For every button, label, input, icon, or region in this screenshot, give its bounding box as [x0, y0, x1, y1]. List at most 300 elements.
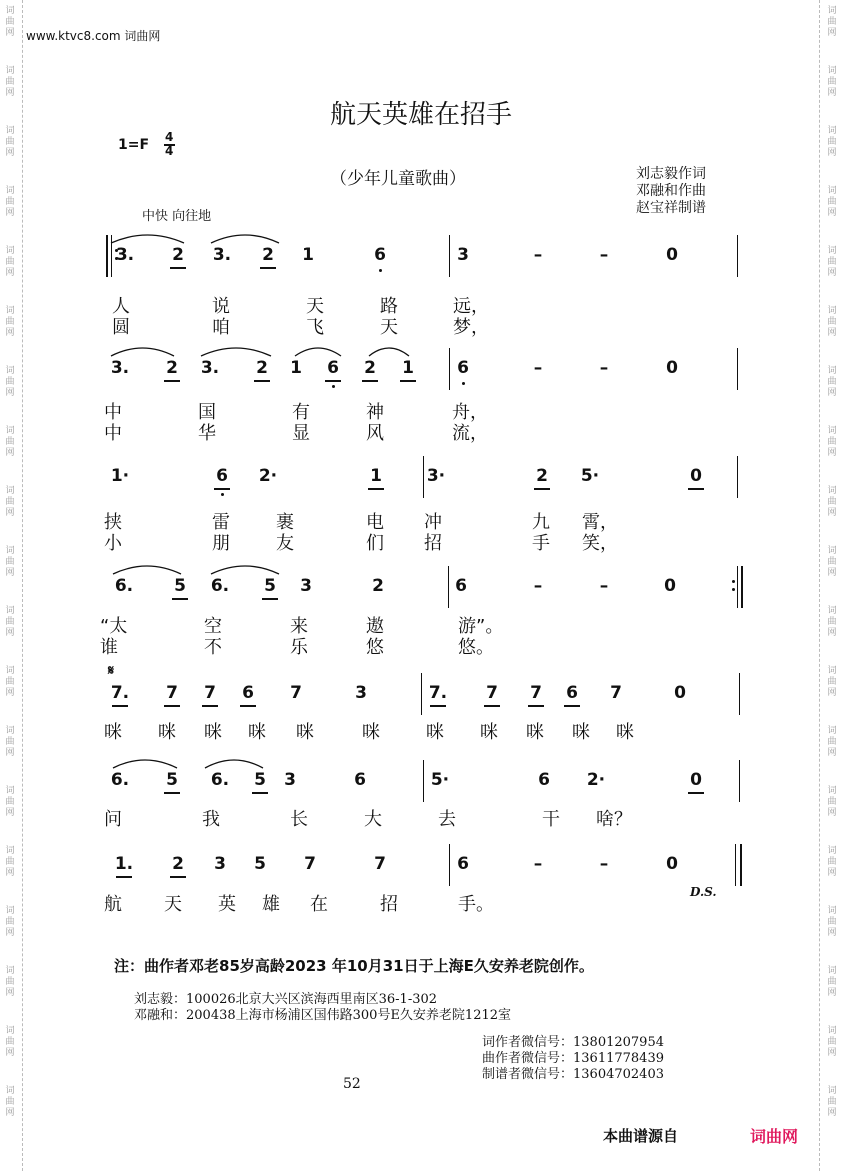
- composer-wechat: 曲作者微信号：13611778439: [482, 1051, 664, 1066]
- composer-credit: 邓融和作曲: [636, 183, 706, 199]
- low-octave-dot: [379, 269, 382, 272]
- note: 1.: [114, 854, 134, 874]
- lyric-syllable: 不: [204, 637, 222, 658]
- time-signature-top: 4: [165, 130, 174, 144]
- lyric-syllable: 九: [532, 512, 550, 533]
- lyric-syllable: 有: [292, 402, 310, 423]
- watermark-char: 词: [5, 726, 15, 736]
- lyric-syllable: 咪: [158, 722, 176, 743]
- note: 7: [166, 683, 178, 703]
- barline: [737, 348, 738, 390]
- watermark-char: 词: [827, 306, 837, 316]
- lyric-syllable: 我: [202, 809, 220, 830]
- watermark-char: 词: [827, 426, 837, 436]
- lyric-syllable: 咱: [212, 317, 230, 338]
- watermark-char: 曲: [5, 737, 15, 747]
- watermark-char: 网: [5, 568, 15, 578]
- lyric-syllable: 去: [438, 809, 456, 830]
- barline: [449, 844, 450, 886]
- underline-beam: [430, 705, 446, 707]
- time-signature-bottom: 4: [165, 144, 174, 158]
- note: 5: [264, 576, 276, 596]
- watermark-char: 网: [5, 28, 15, 38]
- lyric-syllable: 手。: [458, 894, 494, 915]
- slur: [210, 562, 280, 576]
- lyric-syllable: 小: [104, 533, 122, 554]
- watermark-char: 网: [5, 688, 15, 698]
- lyric-syllable: 雷: [212, 512, 230, 533]
- watermark-char: 词: [827, 786, 837, 796]
- watermark-char: 曲: [827, 557, 837, 567]
- lyric-syllable: 咪: [426, 722, 444, 743]
- note: 0: [674, 683, 686, 703]
- watermark-char: 曲: [5, 917, 15, 927]
- underline-beam: [170, 267, 186, 269]
- note: 2: [372, 576, 384, 596]
- note: 6.: [210, 770, 230, 790]
- lyric-syllable: 咪: [296, 722, 314, 743]
- source-label: 本曲谱源自: [603, 1127, 679, 1145]
- underline-beam: [170, 876, 186, 878]
- lyric-syllable: 长: [290, 809, 308, 830]
- watermark-char: 词: [5, 1026, 15, 1036]
- watermark-char: 词: [5, 546, 15, 556]
- watermark-char: 网: [827, 988, 837, 998]
- note: 3: [214, 854, 226, 874]
- watermark-char: 词: [5, 966, 15, 976]
- underline-beam: [214, 488, 230, 490]
- repeat-dot: [732, 580, 735, 583]
- lyric-syllable: 梦，: [453, 317, 489, 338]
- lyric-syllable: 乐: [290, 637, 308, 658]
- barline: [737, 235, 738, 277]
- lyric-syllable: 显: [292, 423, 310, 444]
- underline-beam: [262, 598, 278, 600]
- watermark-char: 网: [5, 928, 15, 938]
- lyric-syllable: 招: [380, 894, 398, 915]
- lyric-syllable: 中: [104, 423, 122, 444]
- watermark-char: 曲: [5, 317, 15, 327]
- note: 7: [304, 854, 316, 874]
- watermark-char: 网: [827, 148, 837, 158]
- watermark-char: 词: [827, 246, 837, 256]
- note: 7: [374, 854, 386, 874]
- lyric-syllable: 悠。: [458, 637, 494, 658]
- lyric-syllable: “太: [100, 616, 128, 637]
- note: 6: [566, 683, 578, 703]
- watermark-char: 词: [827, 1026, 837, 1036]
- watermark-char: 网: [827, 1108, 837, 1118]
- final-barline-thick: [740, 844, 742, 886]
- watermark-char: 曲: [827, 977, 837, 987]
- watermark-char: 网: [827, 448, 837, 458]
- watermark-char: 曲: [827, 917, 837, 927]
- note: 2: [262, 245, 274, 265]
- watermark-char: 词: [5, 126, 15, 136]
- lyric-syllable: 雄: [262, 894, 280, 915]
- left-watermark-strip: [3, 0, 17, 1146]
- watermark-char: 网: [827, 208, 837, 218]
- watermark-char: 曲: [827, 17, 837, 27]
- note: 6: [455, 576, 467, 596]
- note: –: [599, 576, 609, 596]
- composition-note: 注：曲作者邓老85岁高龄2023 年10月31日于上海E久安养老院创作。: [114, 957, 594, 975]
- note: 3: [457, 245, 469, 265]
- note: 5: [174, 576, 186, 596]
- note: 0: [666, 854, 678, 874]
- lyric-syllable: 远，: [453, 296, 489, 317]
- watermark-char: 曲: [5, 77, 15, 87]
- watermark-char: 词: [5, 1086, 15, 1096]
- lyric-syllable: 大: [364, 809, 382, 830]
- underline-beam: [528, 705, 544, 707]
- watermark-char: 词: [827, 366, 837, 376]
- note: 2·: [258, 466, 278, 486]
- note: 0: [690, 770, 702, 790]
- watermark-char: 网: [827, 688, 837, 698]
- underline-beam: [112, 705, 128, 707]
- lyric-syllable: 电: [366, 512, 384, 533]
- watermark-char: 曲: [5, 617, 15, 627]
- note: 3·: [426, 466, 446, 486]
- lyric-syllable: 咪: [480, 722, 498, 743]
- note: 3: [284, 770, 296, 790]
- watermark-char: 词: [5, 606, 15, 616]
- composer-address: 邓融和：200438上海市杨浦区国伟路300号E久安养老院1212室: [134, 1008, 512, 1023]
- lyric-syllable: 国: [198, 402, 216, 423]
- low-octave-dot: [332, 385, 335, 388]
- watermark-char: 曲: [827, 857, 837, 867]
- lyric-syllable: 咪: [362, 722, 380, 743]
- lyric-syllable: 神: [366, 402, 384, 423]
- note: 7: [610, 683, 622, 703]
- watermark-char: 词: [827, 726, 837, 736]
- dal-segno-mark: D.S.: [690, 885, 717, 899]
- watermark-char: 词: [827, 606, 837, 616]
- watermark-char: 网: [827, 808, 837, 818]
- watermark-char: 词: [827, 6, 837, 16]
- note: –: [599, 854, 609, 874]
- tempo-marking: 中快 向往地: [142, 209, 212, 224]
- note: 2·: [586, 770, 606, 790]
- slur: [110, 344, 175, 358]
- note: 7: [530, 683, 542, 703]
- watermark-char: 网: [827, 928, 837, 938]
- lyric-syllable: 路: [380, 296, 398, 317]
- note: 5·: [430, 770, 450, 790]
- note: 0: [664, 576, 676, 596]
- note: 6: [242, 683, 254, 703]
- left-cut-line: [22, 0, 23, 1171]
- lyric-syllable: 遨: [366, 616, 384, 637]
- note: 1: [290, 358, 302, 378]
- lyric-syllable: 啥？: [596, 809, 632, 830]
- watermark-char: 曲: [5, 17, 15, 27]
- underline-beam: [164, 705, 180, 707]
- watermark-char: 词: [5, 186, 15, 196]
- watermark-char: 网: [827, 868, 837, 878]
- watermark-char: 词: [827, 546, 837, 556]
- underline-beam: [484, 705, 500, 707]
- lyric-syllable: 舟，: [452, 402, 488, 423]
- underline-beam: [400, 380, 416, 382]
- watermark-char: 曲: [827, 737, 837, 747]
- underline-beam: [260, 267, 276, 269]
- lyric-syllable: 人: [112, 296, 130, 317]
- underline-beam: [164, 380, 180, 382]
- underline-beam: [688, 488, 704, 490]
- barline: [739, 673, 740, 715]
- key-signature: 1=F: [118, 137, 150, 153]
- underline-beam: [688, 792, 704, 794]
- note: 5: [166, 770, 178, 790]
- slur: [368, 344, 410, 358]
- end-repeat-thin: [737, 566, 738, 608]
- underline-beam: [172, 598, 188, 600]
- note: 3: [300, 576, 312, 596]
- lyric-syllable: 来: [290, 616, 308, 637]
- barline: [737, 456, 738, 498]
- watermark-char: 曲: [827, 1097, 837, 1107]
- source-site-link[interactable]: 词曲网: [750, 1127, 799, 1146]
- note: –: [533, 854, 543, 874]
- underline-beam: [254, 380, 270, 382]
- note: 3.: [115, 245, 135, 265]
- watermark-char: 词: [5, 6, 15, 16]
- lyric-syllable: 笑，: [582, 533, 618, 554]
- end-repeat-thick: [741, 566, 743, 608]
- slur: [112, 562, 182, 576]
- lyric-syllable: 天: [380, 317, 398, 338]
- note: 6: [457, 854, 469, 874]
- watermark-char: 网: [5, 328, 15, 338]
- lyric-syllable: 咪: [248, 722, 266, 743]
- watermark-char: 网: [827, 1048, 837, 1058]
- watermark-char: 网: [5, 1048, 15, 1058]
- note: 7: [486, 683, 498, 703]
- underline-beam: [116, 876, 132, 878]
- lyric-syllable: 在: [310, 894, 328, 915]
- lyric-syllable: 说: [212, 296, 230, 317]
- transcriber-wechat: 制谱者微信号：13604702403: [482, 1067, 664, 1082]
- watermark-char: 曲: [5, 257, 15, 267]
- watermark-char: 曲: [5, 377, 15, 387]
- note: 6: [354, 770, 366, 790]
- page-number: 52: [343, 1076, 361, 1092]
- lyric-syllable: 冲: [424, 512, 442, 533]
- lyric-syllable: 裹: [276, 512, 294, 533]
- note: 1: [402, 358, 414, 378]
- watermark-char: 词: [5, 666, 15, 676]
- watermark-char: 词: [5, 306, 15, 316]
- note: 2: [364, 358, 376, 378]
- note: 6: [374, 245, 386, 265]
- note: 3.: [110, 358, 130, 378]
- lyric-syllable: 朋: [212, 533, 230, 554]
- slur: [294, 344, 342, 358]
- note: 6: [457, 358, 469, 378]
- watermark-char: 词: [827, 1086, 837, 1096]
- slur: [204, 756, 264, 770]
- watermark-char: 曲: [827, 317, 837, 327]
- watermark-char: 词: [827, 666, 837, 676]
- note: 7: [290, 683, 302, 703]
- lyric-syllable: 咪: [616, 722, 634, 743]
- watermark-char: 曲: [5, 677, 15, 687]
- lyric-syllable: 华: [198, 423, 216, 444]
- lyric-syllable: 悠: [366, 637, 384, 658]
- watermark-char: 网: [5, 748, 15, 758]
- barline: [421, 673, 422, 715]
- note: 5: [254, 854, 266, 874]
- note: 1: [302, 245, 314, 265]
- watermark-char: 曲: [827, 677, 837, 687]
- watermark-char: 网: [5, 208, 15, 218]
- underline-beam: [202, 705, 218, 707]
- lyric-syllable: 们: [366, 533, 384, 554]
- site-watermark[interactable]: www.ktvc8.com 词曲网: [26, 29, 161, 43]
- note: –: [599, 358, 609, 378]
- watermark-char: 曲: [827, 137, 837, 147]
- watermark-char: 词: [5, 906, 15, 916]
- lyric-syllable: 友: [276, 533, 294, 554]
- watermark-char: 网: [5, 868, 15, 878]
- underline-beam: [534, 488, 550, 490]
- watermark-char: 曲: [827, 797, 837, 807]
- watermark-char: 网: [827, 28, 837, 38]
- barline: [449, 235, 450, 277]
- watermark-char: 词: [827, 66, 837, 76]
- watermark-char: 词: [5, 486, 15, 496]
- note: 6.: [210, 576, 230, 596]
- watermark-char: 曲: [5, 797, 15, 807]
- lyric-syllable: 天: [306, 296, 324, 317]
- start-repeat-thick: [106, 235, 108, 277]
- watermark-char: 网: [827, 268, 837, 278]
- barline: [739, 760, 740, 802]
- watermark-char: 曲: [5, 437, 15, 447]
- watermark-char: 网: [5, 388, 15, 398]
- lyric-syllable: 中: [104, 402, 122, 423]
- watermark-char: 网: [5, 268, 15, 278]
- lyric-syllable: 游”。: [458, 616, 504, 637]
- watermark-char: 曲: [827, 437, 837, 447]
- watermark-char: 词: [827, 186, 837, 196]
- note: 2: [166, 358, 178, 378]
- watermark-char: 曲: [5, 857, 15, 867]
- watermark-char: 曲: [827, 1037, 837, 1047]
- watermark-char: 网: [5, 148, 15, 158]
- right-watermark-strip: [825, 0, 839, 1146]
- watermark-char: 曲: [5, 497, 15, 507]
- note: 6: [538, 770, 550, 790]
- lyric-syllable: 咪: [572, 722, 590, 743]
- watermark-char: 词: [5, 846, 15, 856]
- slur: [112, 756, 178, 770]
- segno-sign: 𝄋: [108, 663, 115, 679]
- watermark-char: 网: [5, 628, 15, 638]
- note: –: [533, 576, 543, 596]
- underline-beam: [325, 380, 341, 382]
- lyric-syllable: 谁: [100, 637, 118, 658]
- watermark-char: 曲: [827, 257, 837, 267]
- slur: [210, 231, 280, 245]
- lyric-syllable: 霄，: [582, 512, 618, 533]
- note: 7: [204, 683, 216, 703]
- watermark-char: 网: [827, 748, 837, 758]
- low-octave-dot: [221, 493, 224, 496]
- note: 1: [370, 466, 382, 486]
- watermark-char: 曲: [827, 77, 837, 87]
- lyric-syllable: 招: [424, 533, 442, 554]
- watermark-char: 网: [827, 328, 837, 338]
- lyricist-address: 刘志毅：100026北京大兴区滨海西里南区36-1-302: [134, 992, 438, 1007]
- slur: [200, 344, 272, 358]
- watermark-char: 曲: [827, 497, 837, 507]
- note: 1·: [110, 466, 130, 486]
- lyric-syllable: 咪: [526, 722, 544, 743]
- watermark-char: 曲: [827, 617, 837, 627]
- note: 5·: [580, 466, 600, 486]
- watermark-char: 网: [827, 88, 837, 98]
- watermark-char: 网: [5, 448, 15, 458]
- note: 6: [216, 466, 228, 486]
- watermark-char: 曲: [5, 977, 15, 987]
- watermark-char: 词: [827, 126, 837, 136]
- note: 2: [172, 854, 184, 874]
- note: 0: [666, 245, 678, 265]
- lyric-syllable: 问: [104, 809, 122, 830]
- watermark-char: 曲: [5, 197, 15, 207]
- underline-beam: [362, 380, 378, 382]
- watermark-char: 网: [827, 628, 837, 638]
- watermark-char: 网: [827, 568, 837, 578]
- note: 6: [327, 358, 339, 378]
- underline-beam: [252, 792, 268, 794]
- watermark-char: 词: [5, 246, 15, 256]
- watermark-char: 网: [5, 508, 15, 518]
- lyric-syllable: 航: [104, 894, 122, 915]
- underline-beam: [240, 705, 256, 707]
- note: –: [533, 245, 543, 265]
- slur: [110, 231, 185, 245]
- underline-beam: [368, 488, 384, 490]
- barline: [449, 348, 450, 390]
- note: 0: [690, 466, 702, 486]
- lyric-syllable: 干: [542, 809, 560, 830]
- note: 7.: [428, 683, 448, 703]
- lyric-syllable: 流，: [452, 423, 488, 444]
- lyric-syllable: 手: [532, 533, 550, 554]
- note: 3.: [212, 245, 232, 265]
- lyric-syllable: 空: [204, 616, 222, 637]
- watermark-char: 曲: [5, 137, 15, 147]
- watermark-char: 曲: [5, 1037, 15, 1047]
- watermark-char: 曲: [5, 557, 15, 567]
- final-barline-thin: [735, 844, 736, 886]
- barline: [423, 760, 424, 802]
- song-subtitle: （少年儿童歌曲）: [330, 169, 466, 189]
- watermark-char: 词: [827, 486, 837, 496]
- watermark-char: 网: [5, 88, 15, 98]
- watermark-char: 词: [5, 366, 15, 376]
- note: 6.: [114, 576, 134, 596]
- lyric-syllable: 英: [218, 894, 236, 915]
- song-title: 航天英雄在招手: [329, 100, 512, 130]
- watermark-char: 词: [827, 906, 837, 916]
- watermark-char: 词: [827, 846, 837, 856]
- watermark-char: 网: [827, 508, 837, 518]
